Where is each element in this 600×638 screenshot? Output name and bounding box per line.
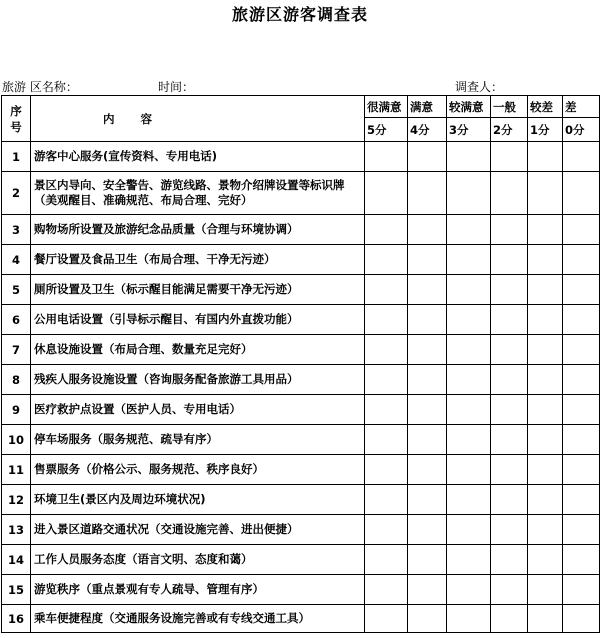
rating-cell[interactable] bbox=[365, 142, 408, 172]
rating-cell[interactable] bbox=[491, 485, 528, 515]
rating-cell[interactable] bbox=[528, 172, 563, 215]
rating-cell[interactable] bbox=[365, 172, 408, 215]
row-number: 14 bbox=[2, 545, 31, 575]
rating-cell[interactable] bbox=[563, 605, 600, 633]
rating-cell[interactable] bbox=[447, 215, 491, 245]
rating-cell[interactable] bbox=[563, 455, 600, 485]
rating-cell[interactable] bbox=[447, 455, 491, 485]
rating-cell[interactable] bbox=[408, 395, 447, 425]
rating-cell[interactable] bbox=[563, 335, 600, 365]
rating-cell[interactable] bbox=[528, 245, 563, 275]
rating-cell[interactable] bbox=[447, 305, 491, 335]
rating-cell[interactable] bbox=[408, 455, 447, 485]
row-item: 停车场服务（服务规范、疏导有序） bbox=[31, 425, 365, 455]
table-row bbox=[2, 142, 600, 172]
rating-cell[interactable] bbox=[365, 335, 408, 365]
rating-cell[interactable] bbox=[365, 425, 408, 455]
rating-cell[interactable] bbox=[408, 245, 447, 275]
rating-cell[interactable] bbox=[365, 485, 408, 515]
rating-cell[interactable] bbox=[491, 215, 528, 245]
row-item: 残疾人服务设施设置（咨询服务配备旅游工具用品） bbox=[31, 365, 365, 395]
rating-cell[interactable] bbox=[447, 365, 491, 395]
rating-cell[interactable] bbox=[528, 365, 563, 395]
rating-cell[interactable] bbox=[408, 515, 447, 545]
table-row bbox=[2, 275, 600, 305]
rating-cell[interactable] bbox=[528, 275, 563, 305]
rating-cell[interactable] bbox=[365, 365, 408, 395]
rating-cell[interactable] bbox=[528, 455, 563, 485]
rating-cell[interactable] bbox=[447, 515, 491, 545]
rating-cell[interactable] bbox=[563, 545, 600, 575]
rating-cell[interactable] bbox=[528, 485, 563, 515]
row-number: 9 bbox=[2, 395, 31, 425]
row-item: 景区内导向、安全警告、游览线路、景物介绍牌设置等标识牌（美观醒目、准确规范、布局合理、完好） bbox=[31, 172, 365, 215]
table-row bbox=[2, 605, 600, 633]
rating-cell[interactable] bbox=[447, 275, 491, 305]
item-header-char-1: 内 bbox=[103, 111, 115, 126]
row-number: 8 bbox=[2, 365, 31, 395]
rating-cell[interactable] bbox=[447, 485, 491, 515]
row-number: 11 bbox=[2, 455, 31, 485]
row-number: 4 bbox=[2, 245, 31, 275]
rating-cell[interactable] bbox=[408, 575, 447, 605]
rating-cell[interactable] bbox=[528, 305, 563, 335]
row-number: 1 bbox=[2, 142, 31, 172]
row-item: 游客中心服务(宣传资料、专用电话) bbox=[31, 142, 365, 172]
table-row bbox=[2, 545, 600, 575]
table-row bbox=[2, 245, 600, 275]
rating-cell[interactable] bbox=[365, 215, 408, 245]
surveyor-label: 调查人： bbox=[455, 80, 504, 94]
rating-cell[interactable] bbox=[563, 275, 600, 305]
table-row bbox=[2, 215, 600, 245]
rating-cell[interactable] bbox=[408, 365, 447, 395]
row-item: 休息设施设置（布局合理、数量充足完好） bbox=[31, 335, 365, 365]
rating-cell[interactable] bbox=[408, 545, 447, 575]
no-header: 序号 bbox=[2, 96, 31, 142]
rating-label-poor: 较差 bbox=[528, 96, 563, 118]
scenic-name-label: 旅游 区名称： bbox=[2, 80, 78, 94]
row-number: 2 bbox=[2, 172, 31, 215]
rating-cell[interactable] bbox=[447, 425, 491, 455]
rating-cell[interactable] bbox=[528, 142, 563, 172]
table-row bbox=[2, 365, 600, 395]
rating-cell[interactable] bbox=[563, 485, 600, 515]
rating-cell[interactable] bbox=[491, 575, 528, 605]
row-number: 7 bbox=[2, 335, 31, 365]
rating-cell[interactable] bbox=[491, 335, 528, 365]
page-title: 旅游区游客调查表 bbox=[231, 5, 368, 24]
rating-cell[interactable] bbox=[528, 575, 563, 605]
rating-cell[interactable] bbox=[491, 142, 528, 172]
rating-cell[interactable] bbox=[408, 142, 447, 172]
rating-label-fairly-satisfied: 较满意 bbox=[447, 96, 491, 118]
rating-label-very-satisfied: 很满意 bbox=[365, 96, 408, 118]
rating-cell[interactable] bbox=[528, 395, 563, 425]
row-item: 环境卫生(景区内及周边环境状况) bbox=[31, 485, 365, 515]
time-label: 时间： bbox=[158, 80, 195, 94]
rating-label-average: 一般 bbox=[491, 96, 528, 118]
survey-table bbox=[1, 95, 600, 633]
rating-cell[interactable] bbox=[491, 455, 528, 485]
rating-cell[interactable] bbox=[408, 305, 447, 335]
rating-score-4: 4分 bbox=[408, 118, 447, 142]
rating-cell[interactable] bbox=[408, 605, 447, 633]
rating-cell[interactable] bbox=[365, 545, 408, 575]
rating-cell[interactable] bbox=[408, 172, 447, 215]
row-number: 3 bbox=[2, 215, 31, 245]
rating-cell[interactable] bbox=[447, 545, 491, 575]
rating-cell[interactable] bbox=[491, 605, 528, 633]
rating-cell[interactable] bbox=[491, 545, 528, 575]
rating-score-2: 2分 bbox=[491, 118, 528, 142]
rating-cell[interactable] bbox=[563, 395, 600, 425]
table-row bbox=[2, 172, 600, 215]
row-number: 12 bbox=[2, 485, 31, 515]
rating-cell[interactable] bbox=[563, 142, 600, 172]
rating-cell[interactable] bbox=[528, 515, 563, 545]
rating-cell[interactable] bbox=[563, 245, 600, 275]
row-item: 购物场所设置及旅游纪念品质量（合理与环境协调） bbox=[31, 215, 365, 245]
rating-cell[interactable] bbox=[563, 365, 600, 395]
rating-cell[interactable] bbox=[365, 455, 408, 485]
table-row bbox=[2, 455, 600, 485]
rating-cell[interactable] bbox=[365, 515, 408, 545]
rating-score-1: 1分 bbox=[528, 118, 563, 142]
header-row-labels bbox=[2, 96, 600, 118]
rating-cell[interactable] bbox=[365, 275, 408, 305]
row-item: 乘车便捷程度（交通服务设施完善或有专线交通工具） bbox=[31, 605, 365, 633]
row-item: 游览秩序（重点景观有专人疏导、管理有序） bbox=[31, 575, 365, 605]
rating-cell[interactable] bbox=[447, 335, 491, 365]
rating-score-5: 5分 bbox=[365, 118, 408, 142]
rating-cell[interactable] bbox=[408, 215, 447, 245]
rating-cell[interactable] bbox=[408, 485, 447, 515]
rating-cell[interactable] bbox=[491, 245, 528, 275]
rating-cell[interactable] bbox=[528, 545, 563, 575]
table-row bbox=[2, 425, 600, 455]
table-row bbox=[2, 485, 600, 515]
row-item: 售票服务（价格公示、服务规范、秩序良好） bbox=[31, 455, 365, 485]
rating-cell[interactable] bbox=[528, 425, 563, 455]
rating-cell[interactable] bbox=[563, 305, 600, 335]
rating-cell[interactable] bbox=[447, 605, 491, 633]
rating-cell[interactable] bbox=[563, 575, 600, 605]
rating-cell[interactable] bbox=[365, 245, 408, 275]
rating-cell[interactable] bbox=[563, 515, 600, 545]
row-number: 5 bbox=[2, 275, 31, 305]
rating-cell[interactable] bbox=[365, 395, 408, 425]
rating-cell[interactable] bbox=[408, 425, 447, 455]
rating-cell[interactable] bbox=[447, 142, 491, 172]
rating-cell[interactable] bbox=[447, 395, 491, 425]
rating-cell[interactable] bbox=[365, 605, 408, 633]
table-row bbox=[2, 395, 600, 425]
rating-cell[interactable] bbox=[528, 605, 563, 633]
table-row bbox=[2, 305, 600, 335]
row-number: 15 bbox=[2, 575, 31, 605]
rating-cell[interactable] bbox=[365, 575, 408, 605]
table-row bbox=[2, 575, 600, 605]
rating-score-0: 0分 bbox=[563, 118, 600, 142]
item-header bbox=[31, 96, 365, 142]
rating-cell[interactable] bbox=[491, 365, 528, 395]
row-item: 工作人员服务态度（语言文明、态度和蔼） bbox=[31, 545, 365, 575]
rating-cell[interactable] bbox=[563, 172, 600, 215]
table-row bbox=[2, 515, 600, 545]
rating-cell[interactable] bbox=[491, 515, 528, 545]
rating-cell[interactable] bbox=[563, 215, 600, 245]
row-item: 公用电话设置（引导标示醒目、有国内外直拨功能） bbox=[31, 305, 365, 335]
rating-cell[interactable] bbox=[447, 172, 491, 215]
rating-cell[interactable] bbox=[491, 305, 528, 335]
rating-cell[interactable] bbox=[447, 245, 491, 275]
row-item: 厕所设置及卫生（标示醒目能满足需要干净无污迹） bbox=[31, 275, 365, 305]
rating-cell[interactable] bbox=[447, 575, 491, 605]
row-item: 医疗救护点设置（医护人员、专用电话） bbox=[31, 395, 365, 425]
rating-score-3: 3分 bbox=[447, 118, 491, 142]
rating-cell[interactable] bbox=[491, 395, 528, 425]
rating-cell[interactable] bbox=[491, 275, 528, 305]
rating-cell[interactable] bbox=[491, 425, 528, 455]
row-number: 10 bbox=[2, 425, 31, 455]
rating-cell[interactable] bbox=[528, 335, 563, 365]
row-item: 餐厅设置及食品卫生（布局合理、干净无污迹） bbox=[31, 245, 365, 275]
rating-cell[interactable] bbox=[408, 335, 447, 365]
rating-cell[interactable] bbox=[365, 305, 408, 335]
item-header-char-2: 容 bbox=[140, 111, 152, 126]
rating-cell[interactable] bbox=[528, 215, 563, 245]
rating-cell[interactable] bbox=[491, 172, 528, 215]
table-row bbox=[2, 335, 600, 365]
row-number: 16 bbox=[2, 605, 31, 633]
rating-cell[interactable] bbox=[563, 425, 600, 455]
rating-label-satisfied: 满意 bbox=[408, 96, 447, 118]
row-item: 进入景区道路交通状况（交通设施完善、进出便捷） bbox=[31, 515, 365, 545]
rating-label-bad: 差 bbox=[563, 96, 600, 118]
rating-cell[interactable] bbox=[408, 275, 447, 305]
row-number: 6 bbox=[2, 305, 31, 335]
row-number: 13 bbox=[2, 515, 31, 545]
